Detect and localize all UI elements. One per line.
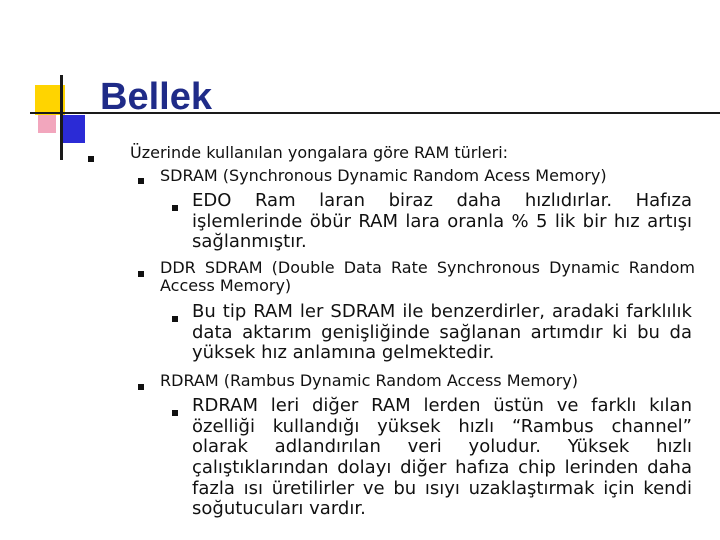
- logo-graphic: [0, 0, 110, 160]
- bullet-square-icon: [172, 410, 178, 416]
- sdram-detail-text: EDO Ram laran biraz daha hızlıdırlar. Hafıza işlemlerinde öbür RAM lara oranla % 5 lik bir hız artışı sağlanmıştır.: [192, 190, 692, 253]
- bullet-square-icon: [138, 271, 144, 277]
- slide-title: Bellek: [100, 76, 212, 118]
- bullet-square-icon: [172, 316, 178, 322]
- sdram-text: SDRAM (Synchronous Dynamic Random Acess Memory): [160, 166, 607, 185]
- ddr-detail-text: Bu tip RAM ler SDRAM ile benzerdirler, aradaki farklılık data aktarım genişliğinde sağlanan artımdır ki bu da yüksek hız anlamına gelmektedir.: [192, 301, 692, 364]
- bullet-square-icon: [172, 205, 178, 211]
- pink-square: [38, 115, 56, 133]
- blue-square: [63, 115, 85, 143]
- bullet-square-icon: [138, 384, 144, 390]
- bullet-square-icon: [138, 178, 144, 184]
- rdram-text: RDRAM (Rambus Dynamic Random Access Memory): [160, 371, 579, 390]
- rdram-detail-text: RDRAM leri diğer RAM lerden üstün ve farklı kılan özelliği kullandığı yüksek hızlı “Rambus channel” olarak adlandırılan veri yoludur. Yüksek hızlı çalıştıklarından dolayı diğer hafıza chip lerinden daha fazla ısı üretilirler ve bu ısıyı uzaklaştırmak için kendi soğutucuları vardır.: [192, 395, 692, 520]
- bullet-square-icon: [88, 156, 94, 162]
- intro-text: Üzerinde kullanılan yongalara göre RAM türleri:: [130, 143, 509, 162]
- ddr-text: DDR SDRAM (Double Data Rate Synchronous Dynamic Random Access Memory): [160, 258, 695, 296]
- vertical-rule: [60, 75, 63, 160]
